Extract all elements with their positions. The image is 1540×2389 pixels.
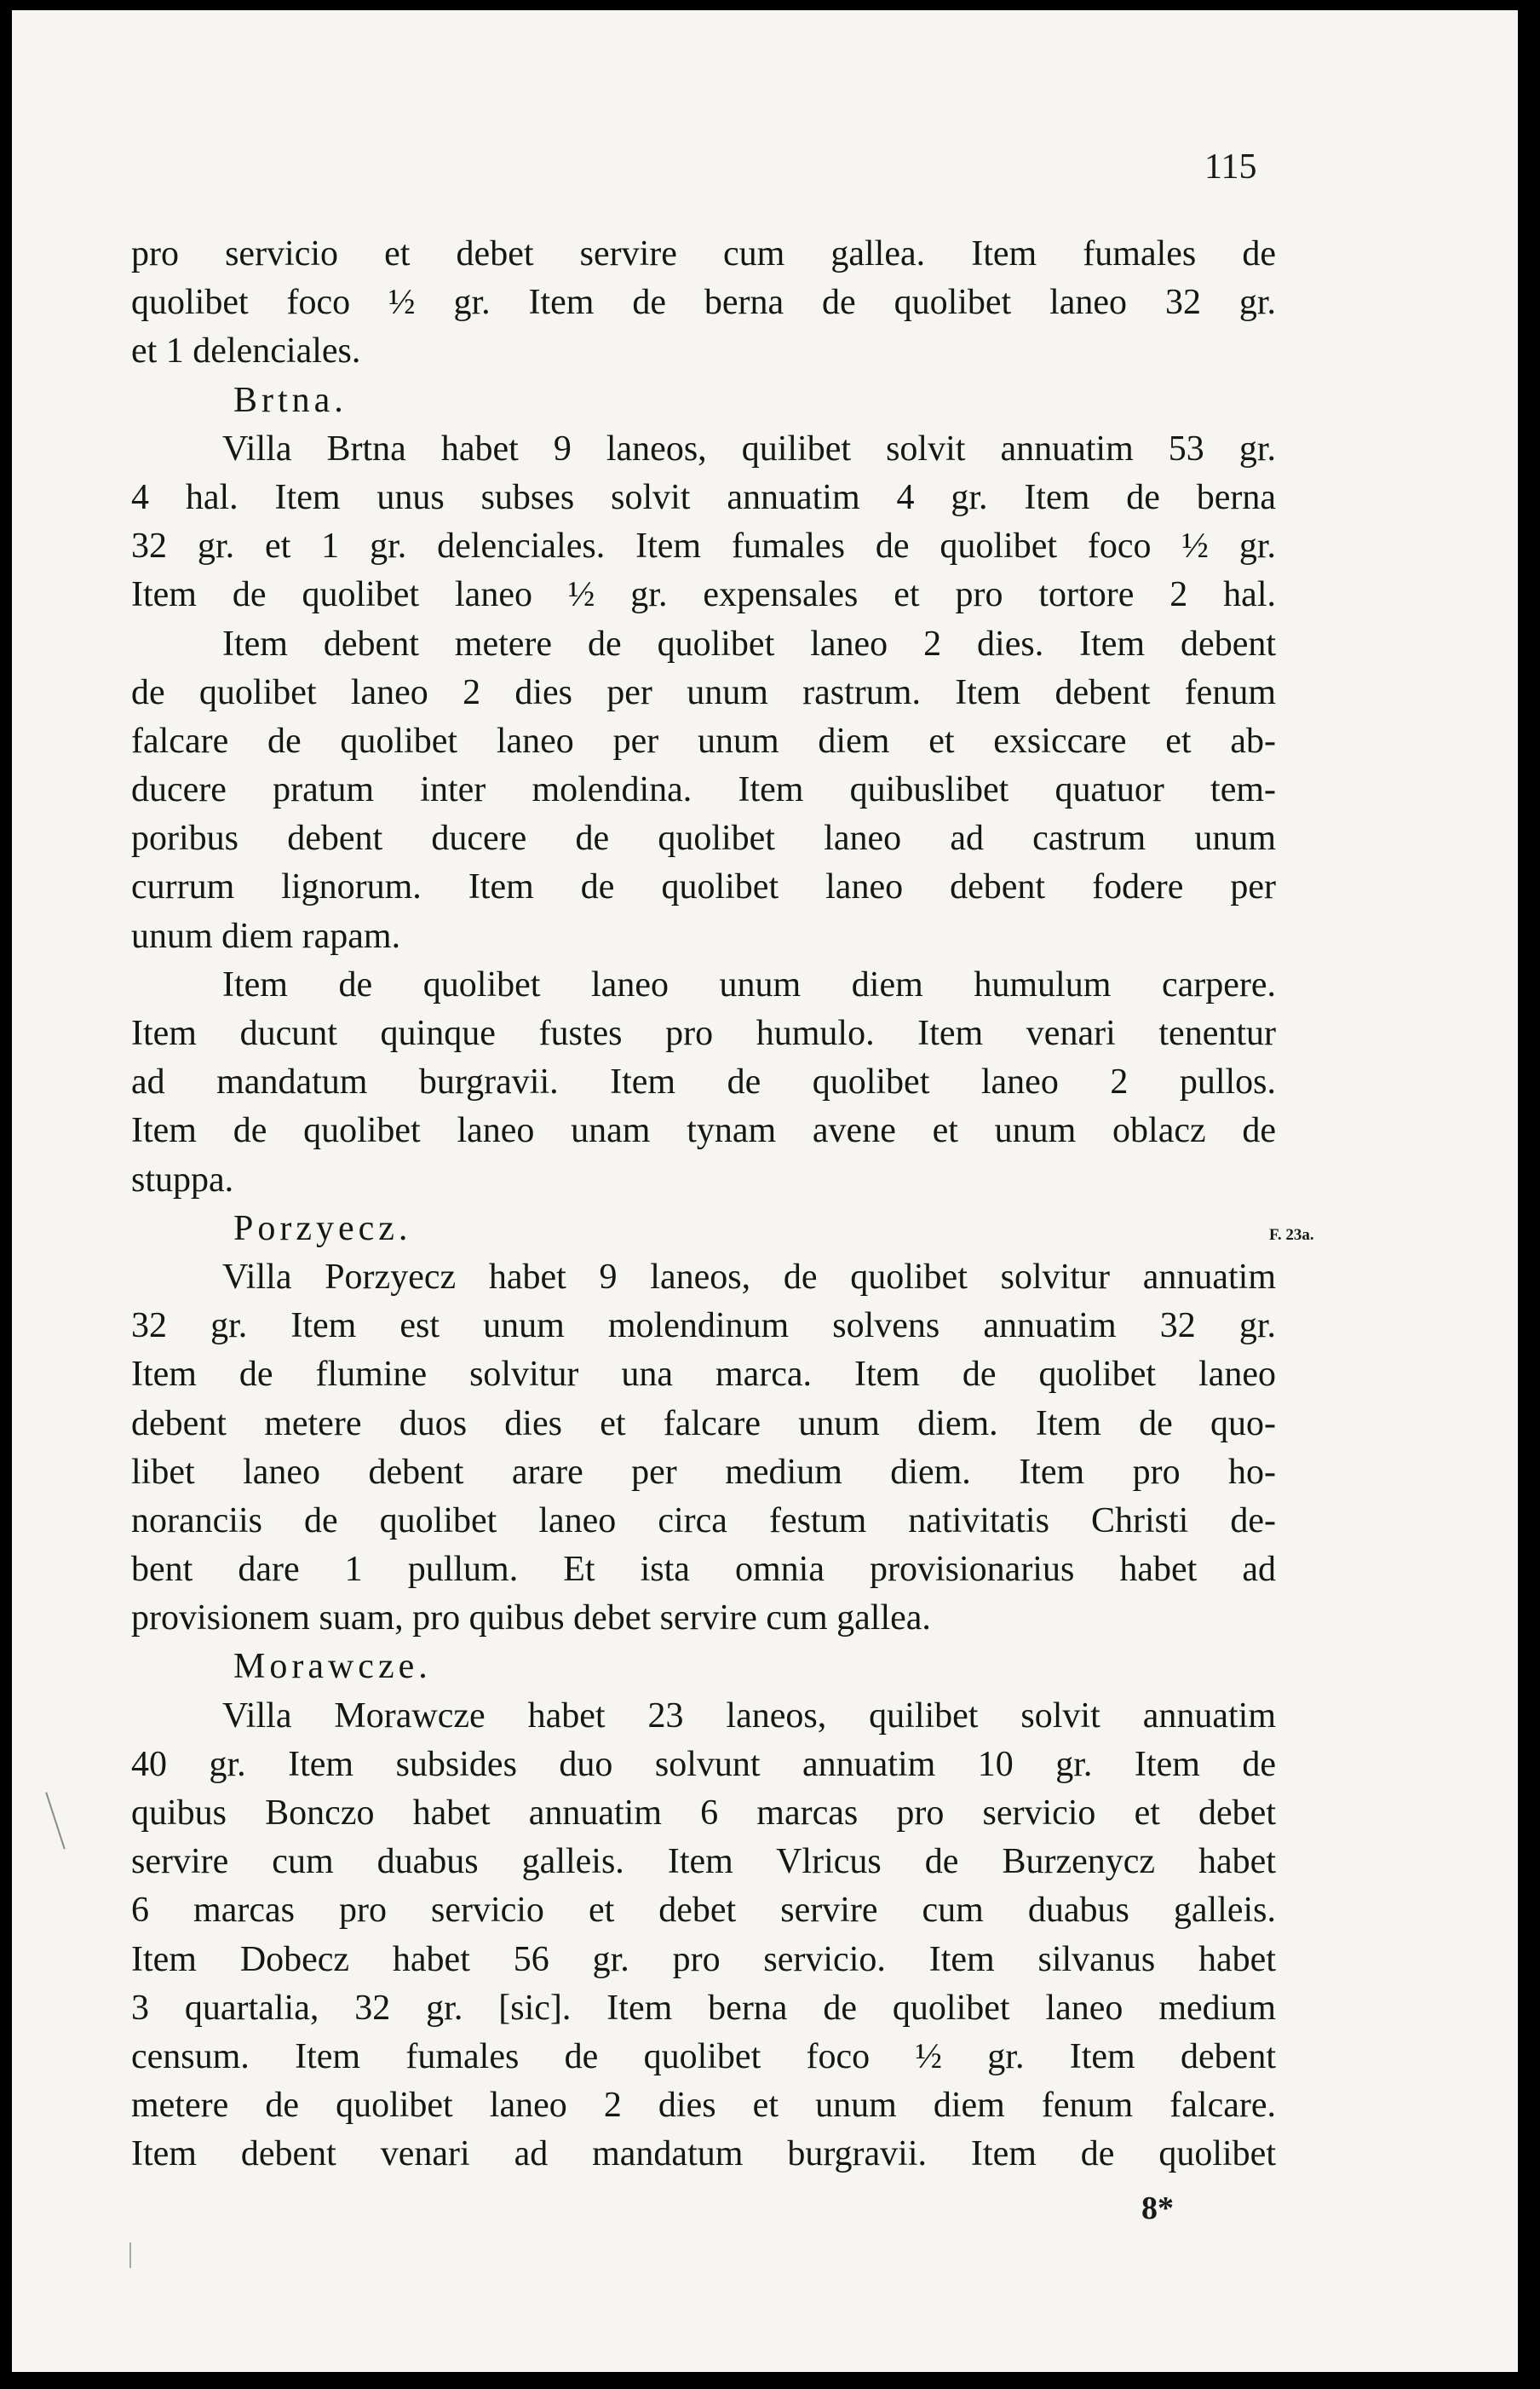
section-heading: Morawcze. <box>233 1647 432 1687</box>
text-line: ad mandatum burgravii. Item de quolibet laneo 2 pullos. <box>131 1062 1276 1102</box>
text-line: metere de quolibet laneo 2 dies et unum diem fenum falcare. <box>131 2086 1276 2126</box>
text-line: ducere pratum inter molendina. Item quibuslibet quatuor tem- <box>131 770 1276 810</box>
text-line: Item Dobecz habet 56 gr. pro servicio. Item silvanus habet <box>131 1939 1276 1979</box>
text-line: de quolibet laneo 2 dies per unum rastrum. Item debent fenum <box>131 672 1276 712</box>
text-line: et 1 delenciales. <box>131 331 361 371</box>
text-line: Villa Morawcze habet 23 laneos, quilibet solvit annuatim <box>222 1695 1276 1736</box>
margin-pencil-stroke <box>45 1792 66 1849</box>
text-line: Item debent venari ad mandatum burgravii. Item de quolibet <box>131 2134 1276 2174</box>
scanned-page <box>12 10 1518 2372</box>
text-line: stuppa. <box>131 1160 234 1200</box>
text-line: 32 gr. Item est unum molendinum solvens annuatim 32 gr. <box>131 1306 1276 1346</box>
text-line: libet laneo debent arare per medium diem. Item pro ho- <box>131 1452 1276 1492</box>
text-line: Item ducunt quinque fustes pro humulo. Item venari tenentur <box>131 1014 1276 1053</box>
text-line: falcare de quolibet laneo per unum diem et exsiccare et ab- <box>131 721 1276 761</box>
section-heading: Brtna. <box>233 380 348 420</box>
text-line: provisionem suam, pro quibus debet servire cum gallea. <box>131 1598 931 1638</box>
text-line: poribus debent ducere de quolibet laneo ad castrum unum <box>131 819 1276 859</box>
page-number: 115 <box>1204 147 1257 187</box>
body-text <box>131 230 1276 2179</box>
text-line: Item de quolibet laneo ½ gr. expensales et pro tortore 2 hal. <box>131 575 1276 615</box>
text-line: 3 quartalia, 32 gr. [sic]. Item berna de quolibet laneo medium <box>131 1988 1276 2028</box>
text-line: debent metere duos dies et falcare unum diem. Item de quo- <box>131 1403 1276 1443</box>
text-line: Item de quolibet laneo unam tynam avene et unum oblacz de <box>131 1111 1276 1151</box>
text-line: Villa Brtna habet 9 laneos, quilibet solvit annuatim 53 gr. <box>222 429 1276 469</box>
text-line: Item debent metere de quolibet laneo 2 dies. Item debent <box>222 624 1276 664</box>
text-line: quibus Bonczo habet annuatim 6 marcas pro servicio et debet <box>131 1793 1276 1833</box>
text-line: Item de quolibet laneo unum diem humulum carpere. <box>222 964 1276 1005</box>
text-line: bent dare 1 pullum. Et ista omnia provisionarius habet ad <box>131 1550 1276 1590</box>
text-line: pro servicio et debet servire cum gallea. Item fumales de <box>131 234 1276 273</box>
text-line: noranciis de quolibet laneo circa festum nativitatis Christi de- <box>131 1500 1276 1540</box>
section-heading: Porzyecz. <box>233 1208 412 1248</box>
margin-note: F. 23a. <box>1269 1226 1314 1244</box>
margin-pencil-stroke <box>129 2242 131 2268</box>
text-line: servire cum duabus galleis. Item Vlricus de Burzenycz habet <box>131 1842 1276 1882</box>
text-line: 40 gr. Item subsides duo solvunt annuatim 10 gr. Item de <box>131 1744 1276 1784</box>
text-line: censum. Item fumales de quolibet foco ½ gr. Item debent <box>131 2036 1276 2076</box>
text-line: quolibet foco ½ gr. Item de berna de quolibet laneo 32 gr. <box>131 283 1276 323</box>
text-line: Item de flumine solvitur una marca. Item de quolibet laneo <box>131 1355 1276 1395</box>
text-line: 4 hal. Item unus subses solvit annuatim 4 gr. Item de berna <box>131 477 1276 517</box>
text-line: Villa Porzyecz habet 9 laneos, de quolibet solvitur annuatim <box>222 1257 1276 1297</box>
text-line: 32 gr. et 1 gr. delenciales. Item fumales de quolibet foco ½ gr. <box>131 527 1276 567</box>
signature-mark: 8* <box>1141 2190 1174 2226</box>
text-line: unum diem rapam. <box>131 916 401 956</box>
text-line: 6 marcas pro servicio et debet servire cum duabus galleis. <box>131 1891 1276 1931</box>
text-line: currum lignorum. Item de quolibet laneo debent fodere per <box>131 867 1276 907</box>
